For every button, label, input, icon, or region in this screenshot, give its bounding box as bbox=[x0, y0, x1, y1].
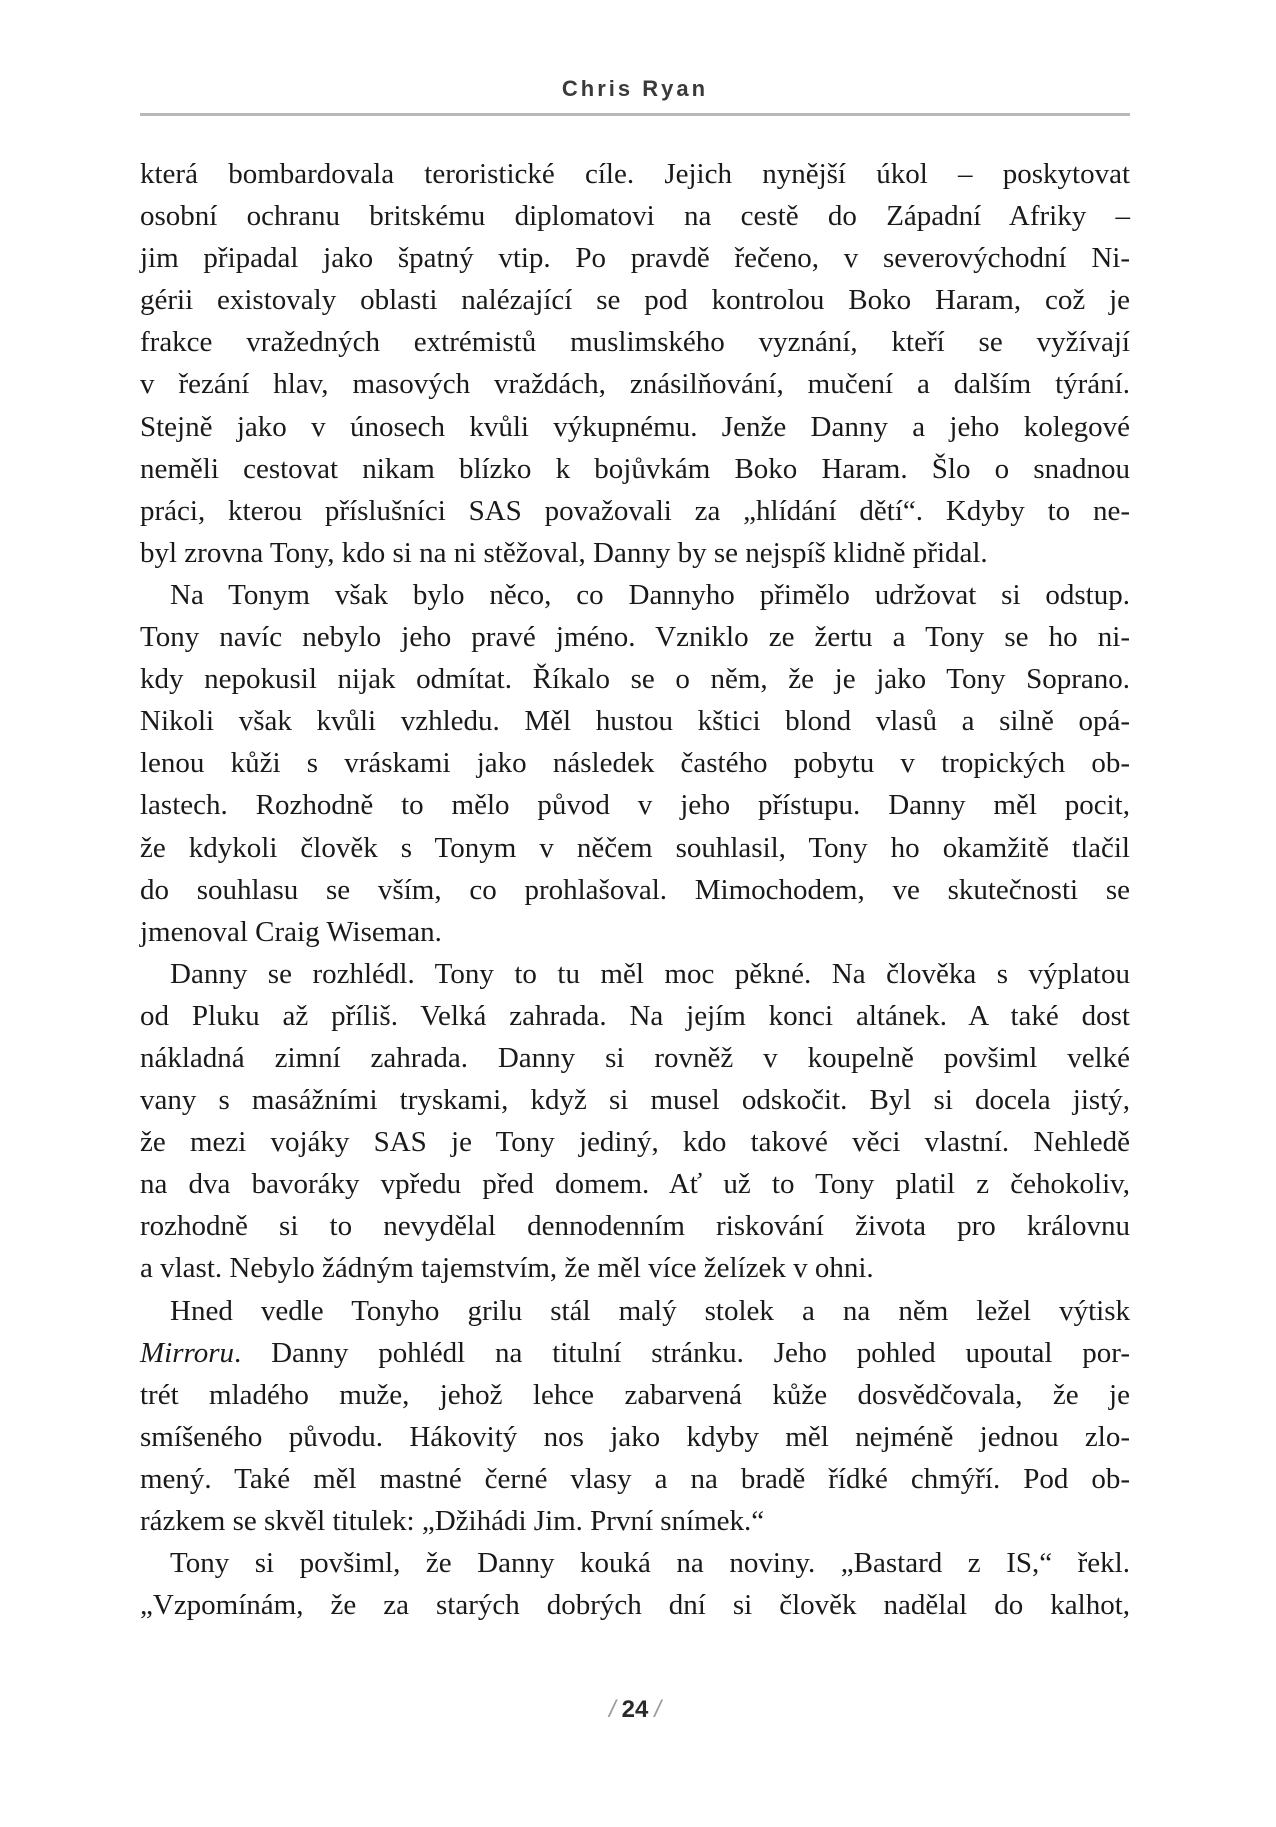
text-line: a vlast. Nebylo žádným tajemstvím, že měl více želízek v ohni. bbox=[140, 1252, 874, 1285]
text-line: rázkem se skvěl titulek: „Džihádi Jim. První snímek.“ bbox=[140, 1505, 765, 1537]
text-line: osobní ochranu britskému diplomatovi na cestě do Západní Afriky – bbox=[140, 200, 1130, 233]
body-text bbox=[140, 153, 1130, 1626]
text-line: že kdykoli člověk s Tonym v něčem souhlasil, Tony ho okamžitě tlačil bbox=[140, 831, 1130, 864]
text-line: Tony navíc nebylo jeho pravé jméno. Vzniklo ze žertu a Tony se ho ni- bbox=[140, 621, 1130, 654]
text-line bbox=[140, 1332, 1130, 1374]
text-line: Danny se rozhlédl. Tony to tu měl moc pěkné. Na člověka s výplatou bbox=[170, 957, 1130, 990]
folio-slash-right: / bbox=[654, 1696, 662, 1723]
text-line: lastech. Rozhodně to mělo původ v jeho přístupu. Danny měl pocit, bbox=[140, 789, 1130, 822]
text-line: jim připadal jako špatný vtip. Po pravdě řečeno, v severovýchodní Ni- bbox=[140, 242, 1130, 275]
page-number bbox=[140, 1696, 1130, 1724]
text-line: neměli cestovat nikam blízko k bojůvkám Boko Haram. Šlo o snadnou bbox=[140, 452, 1130, 485]
text-line: Stejně jako v únosech kvůli výkupnému. Jenže Danny a jeho kolegové bbox=[140, 410, 1130, 443]
header-rule bbox=[140, 113, 1130, 116]
text-line: lenou kůži s vráskami jako následek častého pobytu v tropických ob- bbox=[140, 747, 1130, 780]
text-line: Na Tonym však bylo něco, co Dannyho přimělo udržovat si odstup. bbox=[170, 578, 1130, 611]
text-line: na dva bavoráky vpředu před domem. Ať už to Tony platil z čehokoliv, bbox=[140, 1168, 1130, 1201]
folio-slash-left: / bbox=[608, 1696, 616, 1723]
text-line: rozhodně si to nevydělal dennodenním riskování života pro královnu bbox=[140, 1210, 1130, 1243]
text-line: jmenoval Craig Wiseman. bbox=[140, 915, 442, 948]
text-line: která bombardovala teroristické cíle. Jejich nynější úkol – poskytovat bbox=[140, 158, 1130, 190]
text-line-rest: . Danny pohlédl na titulní stránku. Jeho pohled upoutal por- bbox=[234, 1336, 1130, 1369]
text-line: frakce vražedných extrémistů muslimského vyznání, kteří se vyžívají bbox=[140, 326, 1130, 359]
text-line: nákladná zimní zahrada. Danny si rovněž v koupelně povšiml velké bbox=[140, 1041, 1130, 1074]
text-line: že mezi vojáky SAS je Tony jediný, kdo takové věci vlastní. Nehledě bbox=[140, 1126, 1130, 1159]
text-line: gérii existovaly oblasti nalézající se pod kontrolou Boko Haram, což je bbox=[140, 284, 1130, 317]
text-line: vany s masážními tryskami, když si musel odskočit. Byl si docela jistý, bbox=[140, 1084, 1130, 1117]
text-line: do souhlasu se vším, co prohlašoval. Mimochodem, ve skutečnosti se bbox=[140, 873, 1130, 906]
text-line: kdy nepokusil nijak odmítat. Říkalo se o něm, že je jako Tony Soprano. bbox=[140, 663, 1130, 696]
text-line: mený. Také měl mastné černé vlasy a na bradě řídké chmýří. Pod ob- bbox=[140, 1462, 1130, 1495]
italic-title: Mirroru bbox=[140, 1336, 234, 1369]
text-line: smíšeného původu. Hákovitý nos jako kdyby měl nejméně jednou zlo- bbox=[140, 1420, 1130, 1453]
text-line: od Pluku až příliš. Velká zahrada. Na jejím konci altánek. A také dost bbox=[140, 999, 1130, 1032]
text-line: Nikoli však kvůli vzhledu. Měl hustou kštici blond vlasů a silně opá- bbox=[140, 705, 1130, 738]
page-number-value: 24 bbox=[621, 1696, 649, 1723]
text-line: v řezání hlav, masových vraždách, znásilňování, mučení a dalším týrání. bbox=[140, 368, 1130, 401]
text-line: práci, kterou příslušníci SAS považovali za „hlídání dětí“. Kdyby to ne- bbox=[140, 494, 1130, 527]
text-line: „Vzpomínám, že za starých dobrých dní si člověk nadělal do kalhot, bbox=[140, 1589, 1130, 1622]
text-line: Hned vedle Tonyho grilu stál malý stolek a na něm ležel výtisk bbox=[170, 1294, 1130, 1327]
running-head: Chris Ryan bbox=[561, 76, 709, 101]
text-line: Tony si povšiml, že Danny kouká na noviny. „Bastard z IS,“ řekl. bbox=[170, 1547, 1130, 1580]
text-line: byl zrovna Tony, kdo si na ni stěžoval, Danny by se nejspíš klidně přidal. bbox=[140, 536, 988, 569]
text-line: trét mladého muže, jehož lehce zabarvená kůže dosvědčovala, že je bbox=[140, 1378, 1130, 1411]
